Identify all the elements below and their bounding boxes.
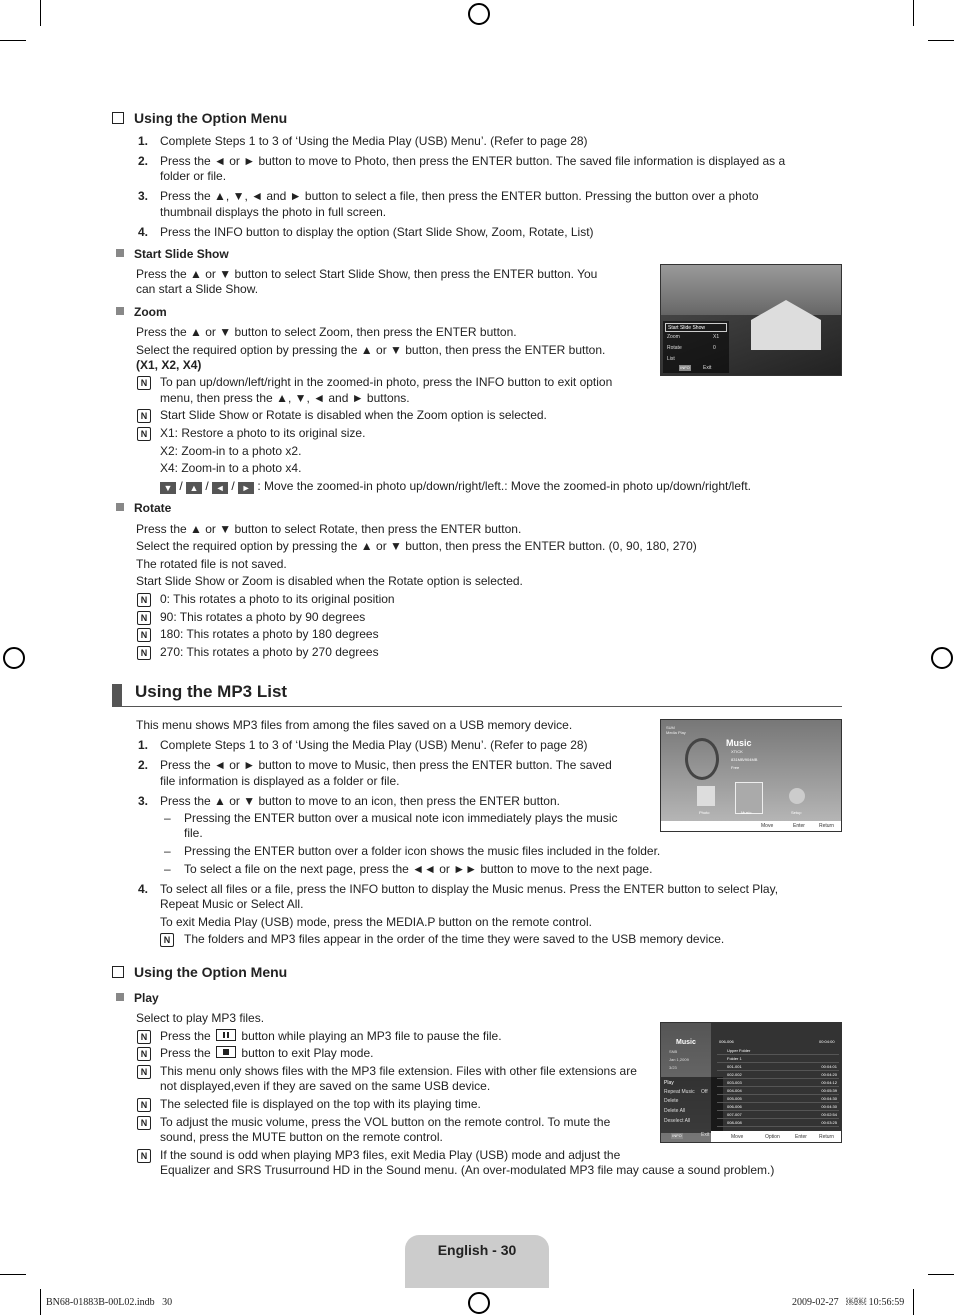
step-text: Press the ▲ or ▼ button to move to an icon, then press the ENTER button. <box>160 794 560 808</box>
registration-mark-icon <box>931 647 953 669</box>
note-icon: N <box>137 376 151 390</box>
headphones-icon <box>685 738 719 780</box>
device-label: XTICK <box>731 749 743 754</box>
crop-mark <box>40 0 41 26</box>
arrow-up-icon: ▲ <box>186 482 202 494</box>
file-name-cell: 003-003 <box>727 1080 742 1085</box>
music-label: Music <box>741 810 752 815</box>
file-name-cell: 002-002 <box>727 1072 742 1077</box>
info-button-icon: INFO <box>672 1133 682 1138</box>
heading-text: Using the Option Menu <box>134 964 288 980</box>
stop-icon <box>216 1046 236 1058</box>
note-text: menu, then press the ▲, ▼, ◄ and ► buttons. <box>160 391 410 405</box>
file-name-cell: 005-005 <box>727 1096 742 1101</box>
step-number: 1. <box>138 738 149 752</box>
file-time-cell: 00:04:12 <box>821 1080 837 1085</box>
table-row[interactable] <box>717 1095 839 1103</box>
menu-item-rotate[interactable]: Rotate <box>667 345 682 351</box>
table-row[interactable] <box>717 1103 839 1111</box>
table-row[interactable] <box>717 1047 839 1055</box>
photo-icon[interactable] <box>697 786 715 806</box>
step-number: 3. <box>138 189 149 203</box>
note-text: not displayed,even if they are saved on the same USB device. <box>160 1079 491 1093</box>
step-text: Press the ▲, ▼, ◄ and ► button to select a file, then press the ENTER button. Pressing the button over a photo <box>160 189 759 203</box>
note-icon: N <box>137 1149 151 1163</box>
registration-mark-icon <box>3 647 25 669</box>
file-name-cell: 007-007 <box>727 1112 742 1117</box>
file-time-cell: 00:04:01 <box>821 1064 837 1069</box>
registration-mark-icon <box>468 3 490 25</box>
crop-mark <box>40 1289 41 1315</box>
menu-item-list[interactable]: List <box>667 356 675 362</box>
step-text: Press the ◄ or ► button to move to Photo, then press the ENTER button. The saved file information is displayed as a <box>160 154 786 168</box>
step-text: Complete Steps 1 to 3 of ‘Using the Media Play (USB) Menu’. (Refer to page 28) <box>160 738 588 752</box>
free-label: Free <box>731 765 740 770</box>
body-text: Press the ▲ or ▼ button to select Start Slide Show, then press the ENTER button. You <box>136 267 598 281</box>
note-icon: N <box>137 409 151 423</box>
step-number: 2. <box>138 758 149 772</box>
file-time-cell: 00:04:30 <box>821 1096 837 1101</box>
note-icon: N <box>137 628 151 642</box>
note-icon: N <box>160 933 174 947</box>
file-name-cell: 006-006 <box>727 1104 742 1109</box>
body-text: Start Slide Show or Zoom is disabled when the Rotate option is selected. <box>136 574 523 588</box>
info-button-icon: INFO <box>680 365 690 370</box>
print-date: 2009-02-27 ￼￼ 10:56:59 <box>792 1297 905 1308</box>
space-label: 831MB/904MB <box>731 757 758 762</box>
enter-hint: Enter <box>795 1134 807 1140</box>
setup-icon[interactable] <box>789 788 805 804</box>
note-icon: N <box>137 1065 151 1079</box>
zoom-value: X1 <box>713 334 720 340</box>
note-text: 90: This rotates a photo by 90 degrees <box>160 610 366 624</box>
file-name: BN68-01883B-00L02.indb 30 <box>46 1297 173 1308</box>
step-text: thumbnail displays the photo in full screen. <box>160 205 387 219</box>
step-number: 4. <box>138 882 149 896</box>
arrow-down-icon: ▼ <box>160 482 176 494</box>
note-text: To pan up/down/left/right in the zoomed-in photo, press the INFO button to exit option <box>160 375 613 389</box>
screen-title: Music <box>676 1039 696 1046</box>
crop-mark <box>928 40 954 41</box>
subheading <box>116 304 167 320</box>
file-name-cell: Folder 1 <box>727 1056 742 1061</box>
return-hint: Return <box>819 823 835 829</box>
note-icon: N <box>137 1030 151 1044</box>
exit-label[interactable]: Exit <box>703 365 712 371</box>
now-playing-time: 00:04:00 <box>819 1039 835 1044</box>
file-time-cell: 00:04:20 <box>821 1072 837 1077</box>
photo-label: Photo <box>699 810 710 815</box>
device-label: SNB <box>669 1049 678 1054</box>
subheading-text: Rotate <box>134 501 172 515</box>
note-text: If the sound is odd when playing MP3 files, exit Media Play (USB) mode and adjust the <box>160 1148 621 1162</box>
setup-label: Setup <box>791 810 802 815</box>
note-text: X4: Zoom-in to a photo x4. <box>160 461 302 475</box>
brand-label: SUM <box>666 725 675 730</box>
bullet-square-icon <box>116 993 124 1001</box>
menu-item-slideshow[interactable]: Start Slide Show <box>665 323 727 332</box>
move-hint: Move <box>731 1134 744 1140</box>
file-time-cell: 00:03:25 <box>821 1120 837 1125</box>
note-icon: N <box>137 1047 151 1061</box>
table-row[interactable] <box>717 1079 839 1087</box>
count-label: 3/23 <box>669 1065 677 1070</box>
house-shape <box>751 300 821 350</box>
menu-item-delete-all[interactable]: Delete All <box>664 1108 686 1114</box>
repeat-value: Off <box>701 1089 708 1095</box>
note-text: The folders and MP3 files appear in the order of the time they were saved to the USB memory device. <box>184 932 725 946</box>
note-text: ▼ / ▲ / ◄ / ► : Move the zoomed-in photo up/down/right/left.: Move the zoomed-in photo up/down/right/left. <box>160 478 751 494</box>
subheading-text: Play <box>134 991 159 1005</box>
bullet-square-icon <box>116 307 124 315</box>
table-row[interactable] <box>717 1071 839 1079</box>
note-text: 180: This rotates a photo by 180 degrees <box>160 627 379 641</box>
body-text: (X1, X2, X4) <box>136 358 202 372</box>
note-text: The selected file is displayed on the top with its playing time. <box>160 1097 481 1111</box>
step-text: Press the ◄ or ► button to move to Music, then press the ENTER button. The saved <box>160 758 612 772</box>
enter-hint: Enter <box>793 823 805 829</box>
step-text: Press the INFO button to display the option (Start Slide Show, Zoom, Rotate, List) <box>160 225 594 239</box>
section-title: Using the MP3 List <box>135 682 288 701</box>
note-text: 0: This rotates a photo to its original position <box>160 592 395 606</box>
note-text: Equalizer and SRS Trusurround HD in the Sound menu. (An over-modulated MP3 file may cause a sound problem.) <box>160 1163 775 1177</box>
dash: – <box>164 862 171 876</box>
note-text: X2: Zoom-in to a photo x2. <box>160 444 302 458</box>
crop-mark <box>0 40 26 41</box>
note-icon: N <box>137 611 151 625</box>
screen-title: Music <box>726 738 752 748</box>
arrow-right-icon: ► <box>238 482 254 494</box>
return-hint: Return <box>819 1134 835 1140</box>
note-icon: N <box>137 1098 151 1112</box>
step-text: To exit Media Play (USB) mode, press the MEDIA.P button on the remote control. <box>160 915 592 929</box>
crop-mark <box>0 1274 26 1275</box>
menu-item-delete[interactable]: Delete <box>664 1098 679 1104</box>
body-text: This menu shows MP3 files from among the files saved on a USB memory device. <box>136 718 573 732</box>
note-icon: N <box>137 646 151 660</box>
crop-mark <box>913 0 914 26</box>
checkbox-icon <box>112 112 124 124</box>
note-text: 270: This rotates a photo by 270 degrees <box>160 645 379 659</box>
file-time-cell: 00:02:54 <box>821 1112 837 1117</box>
note-text: sound, press the MUTE button on the remote control. <box>160 1130 443 1144</box>
rotate-value: 0 <box>713 345 716 351</box>
option-hint: Option <box>765 1134 780 1140</box>
file-name-cell: 008-008 <box>727 1120 742 1125</box>
heading-text: Using the Option Menu <box>134 110 288 126</box>
dash-text: Pressing the ENTER button over a folder icon shows the music files included in the folder. <box>184 844 661 858</box>
dash: – <box>164 811 171 825</box>
pause-icon <box>216 1029 236 1041</box>
option-menu <box>661 1077 723 1133</box>
subheading <box>116 246 229 262</box>
note-text: : Move the zoomed-in photo up/down/right/left.: Move the zoomed-in photo up/down/right/left. <box>257 479 752 493</box>
body-text: The rotated file is not saved. <box>136 557 287 571</box>
file-name-cell: 001-001 <box>727 1064 742 1069</box>
file-list <box>717 1047 839 1129</box>
subheading-text: Zoom <box>134 305 167 319</box>
note-text: Press the button while playing an MP3 file to pause the file. <box>160 1029 502 1043</box>
note-text: Start Slide Show or Rotate is disabled when the Zoom option is selected. <box>160 408 547 422</box>
option-menu <box>663 321 729 373</box>
crop-mark <box>913 1289 914 1315</box>
body-text: Press the ▲ or ▼ button to select Rotate, then press the ENTER button. <box>136 522 522 536</box>
dash-text: file. <box>184 826 203 840</box>
step-number: 4. <box>138 225 149 239</box>
step-number: 1. <box>138 134 149 148</box>
note-text: X1: Restore a photo to its original size. <box>160 426 366 440</box>
note-icon: N <box>137 427 151 441</box>
file-name-cell: Upper Folder <box>727 1048 751 1053</box>
step-number: 2. <box>138 154 149 168</box>
dash: – <box>164 844 171 858</box>
dash-text: To select a file on the next page, press the ◄◄ or ►► button to move to the next page. <box>184 862 653 876</box>
subheading-text: Start Slide Show <box>134 247 229 261</box>
menu-item-deselect-all[interactable]: Deselect All <box>664 1118 691 1124</box>
step-text: folder or file. <box>160 169 227 183</box>
table-row[interactable] <box>717 1119 839 1127</box>
date-label: Jan 1,2009 <box>669 1057 689 1062</box>
menu-item-repeat[interactable]: Repeat Music <box>664 1089 695 1095</box>
section-bar <box>112 684 122 706</box>
dash-text: Pressing the ENTER button over a musical note icon immediately plays the music <box>184 811 618 825</box>
body-text: Press the ▲ or ▼ button to select Zoom, then press the ENTER button. <box>136 325 517 339</box>
step-text: To select all files or a file, press the INFO button to display the Music menus. Press the ENTER button to select Play, <box>160 882 779 896</box>
note-text: Press the button to exit Play mode. <box>160 1046 374 1060</box>
subtitle-label: Media Play <box>666 730 686 735</box>
music-list-screenshot <box>660 1022 842 1143</box>
checkbox-icon <box>112 966 124 978</box>
exit-label[interactable]: Exit <box>701 1132 710 1138</box>
section-heading <box>112 964 287 980</box>
section-rule <box>112 706 842 707</box>
body-text: Select the required option by pressing the ▲ or ▼ button, then press the ENTER button. <box>136 343 606 357</box>
subheading <box>116 990 159 1006</box>
table-row[interactable] <box>717 1055 839 1063</box>
body-text: Select the required option by pressing the ▲ or ▼ button, then press the ENTER button. (0, 90, 180, 270) <box>136 539 697 553</box>
photo-screenshot <box>660 264 842 376</box>
file-time-cell: 00:05:39 <box>821 1088 837 1093</box>
registration-mark-icon <box>468 1292 490 1314</box>
step-text: Repeat Music or Select All. <box>160 897 304 911</box>
menu-item-play[interactable]: Play <box>664 1080 674 1086</box>
file-time-cell: 00:04:30 <box>821 1104 837 1109</box>
note-icon: N <box>137 593 151 607</box>
page-number: English - 30 <box>437 1242 517 1258</box>
body-text: can start a Slide Show. <box>136 282 259 296</box>
now-playing-file: 006-006 <box>719 1039 734 1044</box>
music-screenshot <box>660 719 842 832</box>
note-text: To adjust the music volume, press the VOL button on the remote control. To mute the <box>160 1115 611 1129</box>
subheading <box>116 500 171 516</box>
note-text: This menu only shows files with the MP3 file extension. Files with other file extensions are <box>160 1064 637 1078</box>
move-hint: Move <box>761 823 774 829</box>
body-text: Select to play MP3 files. <box>136 1011 265 1025</box>
note-icon: N <box>137 1116 151 1130</box>
file-name-cell: 004-004 <box>727 1088 742 1093</box>
arrow-left-icon: ◄ <box>212 482 228 494</box>
table-row[interactable] <box>717 1063 839 1071</box>
section-heading <box>112 110 287 126</box>
bullet-square-icon <box>116 249 124 257</box>
table-row[interactable] <box>717 1111 839 1119</box>
menu-item-zoom[interactable]: Zoom <box>667 334 680 340</box>
step-text: Complete Steps 1 to 3 of ‘Using the Media Play (USB) Menu’. (Refer to page 28) <box>160 134 588 148</box>
table-row[interactable] <box>717 1087 839 1095</box>
step-text: file information is displayed as a folder or file. <box>160 774 400 788</box>
step-number: 3. <box>138 794 149 808</box>
bullet-square-icon <box>116 503 124 511</box>
crop-mark <box>928 1274 954 1275</box>
